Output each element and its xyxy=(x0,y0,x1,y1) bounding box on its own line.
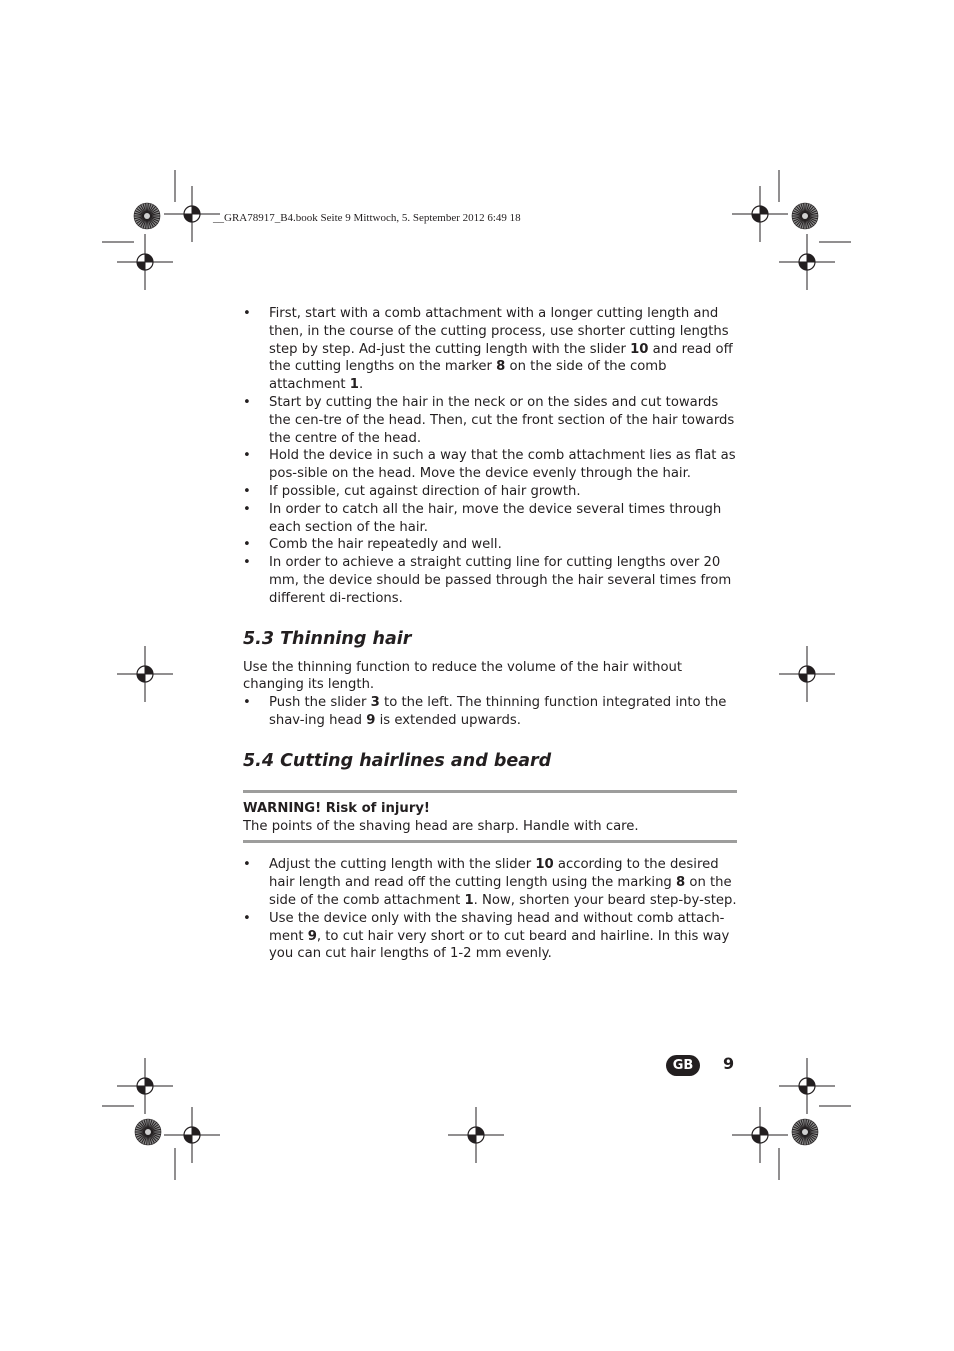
bullet-glyph: • xyxy=(243,910,251,926)
registration-target-quadrant xyxy=(807,666,815,674)
starburst-center xyxy=(144,213,150,219)
warning-title: WARNING! Risk of injury! xyxy=(243,800,430,816)
section-heading-thinning-hair: 5.3 Thinning hair xyxy=(243,628,412,649)
list-item: • In order to achieve a straight cutting line for cutting lengths over 20 mm, the device should be passed through the hair several times from different di-rections. xyxy=(243,555,732,606)
registration-target-quadrant xyxy=(799,262,807,270)
list-item: • In order to catch all the hair, move the device several times through each section of the hair. xyxy=(243,501,722,535)
starburst-center xyxy=(802,213,808,219)
registration-target-quadrant xyxy=(137,1086,145,1094)
thinning-paragraph: Use the thinning function to reduce the volume of the hair without changing its length. xyxy=(243,659,683,693)
registration-target-quadrant xyxy=(807,254,815,262)
page-number: 9 xyxy=(723,1054,735,1073)
warning-text: The points of the shaving head are sharp. Handle with care. xyxy=(243,818,639,834)
list-item: • First, start with a comb attachment with a longer cutting length and then, in the course of the cutting process, use shorter cutting lengths step by step. Ad-just the cutting length with the slider 10 and read off the cutting lengths on the marker 8 on the side of the comb attachment 1. xyxy=(243,306,733,393)
list-item: • Hold the device in such a way that the comb attachment lies as flat as pos-sible on the head. Move the device evenly through the hair. xyxy=(243,448,736,482)
registration-target-quadrant xyxy=(137,262,145,270)
registration-target-quadrant xyxy=(468,1135,476,1143)
registration-target-quadrant xyxy=(760,1127,768,1135)
registration-target-quadrant xyxy=(799,1086,807,1094)
registration-target-quadrant xyxy=(145,666,153,674)
registration-target-quadrant xyxy=(807,1078,815,1086)
intro-bullet-list xyxy=(243,305,737,608)
language-badge: GB xyxy=(666,1055,700,1076)
bullet-glyph: • xyxy=(243,448,251,464)
registration-target-quadrant xyxy=(799,674,807,682)
registration-target-quadrant xyxy=(137,674,145,682)
part-reference-number: 1 xyxy=(464,892,474,908)
registration-target-quadrant xyxy=(184,1135,192,1143)
starburst-center xyxy=(145,1129,151,1135)
starburst-center xyxy=(802,1129,808,1135)
section-heading-hairlines-beard: 5.4 Cutting hairlines and beard xyxy=(243,750,552,771)
registration-target-quadrant xyxy=(760,206,768,214)
part-reference-number: 3 xyxy=(370,695,380,711)
part-reference-number: 10 xyxy=(535,857,554,873)
bullet-glyph: • xyxy=(243,483,251,499)
list-item: • Start by cutting the hair in the neck or on the sides and cut towards the cen-tre of the head. Then, cut the front section of the hair towards the centre of the head. xyxy=(243,394,735,446)
page-content xyxy=(243,305,737,963)
registration-target-quadrant xyxy=(145,254,153,262)
registration-target-quadrant xyxy=(184,214,192,222)
part-reference-number: 9 xyxy=(307,928,317,944)
part-reference-number: 10 xyxy=(630,341,649,357)
part-reference-number: 8 xyxy=(676,875,686,891)
bullet-glyph: • xyxy=(243,501,251,517)
list-item: • If possible, cut against direction of hair growth. xyxy=(243,483,581,499)
registration-target-quadrant xyxy=(476,1127,484,1135)
part-reference-number: 8 xyxy=(496,359,506,375)
list-item: • Comb the hair repeatedly and well. xyxy=(243,537,502,553)
bullet-glyph: • xyxy=(243,857,251,873)
list-item: • Push the slider 3 to the left. The thinning function integrated into the shav-ing head 9 is extended upwards. xyxy=(243,695,727,728)
registration-target-quadrant xyxy=(192,206,200,214)
bullet-glyph: • xyxy=(243,555,251,571)
warning-box xyxy=(243,790,737,844)
bullet-glyph: • xyxy=(243,394,251,410)
part-reference-number: 1 xyxy=(349,377,359,393)
thinning-bullet-list xyxy=(243,694,737,730)
hairlines-bullet-list xyxy=(243,856,737,963)
registration-target-quadrant xyxy=(752,214,760,222)
list-item: • Adjust the cutting length with the slider 10 according to the desired hair length and read off the cutting length using the marking 8 on the side of the comb attachment 1. Now, shorten your beard step-by-step. xyxy=(243,857,737,908)
registration-target-quadrant xyxy=(145,1078,153,1086)
print-header: __GRA78917_B4.book Seite 9 Mittwoch, 5. September 2012 6:49 18 xyxy=(213,212,521,224)
registration-target-quadrant xyxy=(192,1127,200,1135)
list-item: • Use the device only with the shaving head and without comb attach-ment 9, to cut hair very short or to cut beard and hairline. In this way you can cut hair lengths of 1-2 mm evenly. xyxy=(243,910,730,962)
part-reference-number: 9 xyxy=(366,712,376,728)
registration-target-quadrant xyxy=(752,1135,760,1143)
bullet-glyph: • xyxy=(243,306,251,321)
bullet-glyph: • xyxy=(243,537,251,553)
bullet-glyph: • xyxy=(243,695,251,711)
